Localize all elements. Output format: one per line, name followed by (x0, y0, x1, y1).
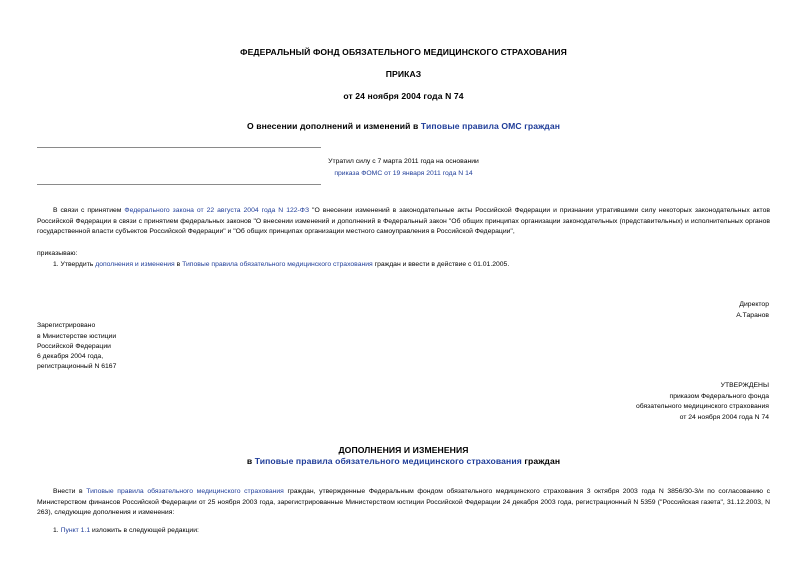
registration-line-5: регистрационный N 6167 (37, 363, 117, 370)
item-1 (53, 260, 509, 270)
approved-line-2: приказом Федерального фонда (669, 393, 769, 400)
typical-rules-link-3[interactable]: Типовые правила обязательного медицинского страхования (254, 456, 522, 466)
section-title: ДОПОЛНЕНИЯ И ИЗМЕНЕНИЯ (338, 445, 469, 455)
section-subtitle-suffix: граждан (521, 456, 561, 466)
preamble-paragraph (37, 206, 770, 238)
typical-rules-link-2[interactable]: Типовые правила обязательного медицинского страхования (182, 261, 373, 268)
approved-line-1: УТВЕРЖДЕНЫ (720, 382, 769, 389)
preamble-text-1: В связи с принятием (53, 207, 125, 214)
organization-title: ФЕДЕРАЛЬНЫЙ ФОНД ОБЯЗАТЕЛЬНОГО МЕДИЦИНСКОГО СТРАХОВАНИЯ (240, 47, 567, 57)
document-type: ПРИКАЗ (385, 69, 422, 79)
point-1-1-link[interactable]: Пункт 1.1 (60, 527, 91, 534)
amendments-link[interactable]: дополнения и изменения (95, 261, 175, 268)
typical-rules-link[interactable]: Типовые правила ОМС граждан (420, 121, 561, 131)
signature-name: А.Таранов (736, 312, 769, 319)
typical-rules-link-4[interactable]: Типовые правила обязательного медицинского страхования (86, 488, 284, 495)
item-1-text-1: 1. Утвердить (53, 261, 96, 268)
repeal-order-link[interactable]: приказа ФОМС от 19 января 2011 года N 14 (334, 170, 473, 177)
body-text-2: граждан, утвержденные Федеральным фондом обязательного медицинского страхования 3 октября 2003 года N 3856/30-3/и по согласованию с Министерством финансов Российской Федерации от 25 ноября 2003 года, зарегистрированные Министерством юстиции Российской Федерации 24 декабря 2003 года, регистрационный N 5359 ("Российская газета", 31.12.2003, N 263), следующие дополнения и изменения: (37, 488, 770, 516)
registration-line-1: Зарегистрировано (37, 322, 96, 329)
document-title-text: О внесении дополнений и изменений в (246, 121, 421, 131)
document-date-number: от 24 ноября 2004 года N 74 (343, 91, 464, 101)
section-subtitle-prefix: в (246, 456, 255, 466)
registration-line-4: 6 декабря 2004 года, (37, 353, 104, 360)
federal-law-122-link[interactable]: Федерального закона от 22 августа 2004 года N 122-ФЗ (124, 207, 310, 214)
document-title (0, 121, 807, 131)
order-word: приказываю: (37, 250, 78, 257)
registration-line-3: Российской Федерации (37, 343, 111, 350)
divider-top (37, 147, 321, 148)
preamble-text-2: "О внесении изменений в законодательные акты Российской Федерации и признании утратившими силу некоторых законодательных актов Российской Федерации в связи с принятием федеральных законов "О внесении изменений и дополнений в Федеральный закон "Об общих принципах организации законодательных (представительных) и исполнительных органов государственной власти субъектов Российской Федерации" и "Об общих принципах организации местного самоуправления в Российской Федерации", (37, 207, 770, 235)
signature-position: Директор (739, 301, 769, 308)
point-1 (53, 526, 199, 536)
point-1-text-2: изложить в следующей редакции: (90, 527, 199, 534)
registration-line-2: в Министерстве юстиции (37, 333, 117, 340)
divider-bottom (37, 184, 321, 185)
item-1-text-3: граждан и ввести в действие с 01.01.2005. (372, 261, 510, 268)
point-1-text-1: 1. (53, 527, 61, 534)
body-paragraph (37, 487, 770, 519)
item-1-text-2: в (174, 261, 183, 268)
body-text-1: Внести в (53, 488, 87, 495)
status-note-text: Утратил силу с 7 марта 2011 года на основании (328, 158, 479, 165)
approved-line-4: от 24 ноября 2004 года N 74 (679, 414, 769, 421)
approved-line-3: обязательного медицинского страхования (635, 403, 769, 410)
section-subtitle (0, 456, 807, 466)
